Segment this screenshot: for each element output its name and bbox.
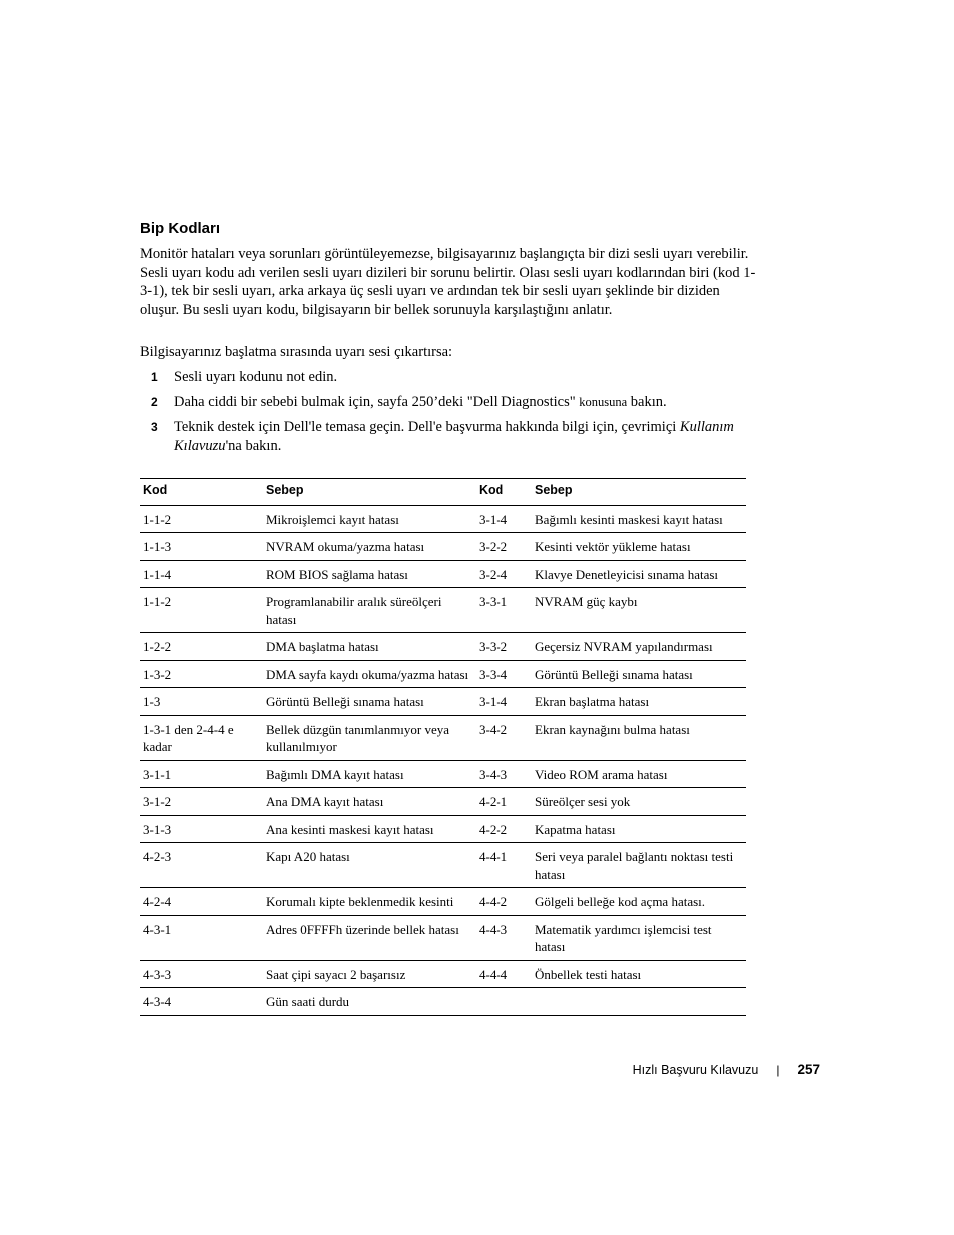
column-header-cause: Sebep	[532, 479, 746, 506]
cell-cause: NVRAM güç kaybı	[532, 588, 746, 633]
step-text: Daha ciddi bir sebebi bulmak için, sayfa 250’deki "Dell Diagnostics"	[174, 394, 580, 411]
cell-cause: Ana kesinti maskesi kayıt hatası	[263, 815, 476, 843]
cell-cause: Kapatma hatası	[532, 815, 746, 843]
cell-code: 4-3-4	[140, 988, 263, 1016]
cell-cause: Korumalı kipte beklenmedik kesinti	[263, 888, 476, 916]
cell-cause: DMA başlatma hatası	[263, 633, 476, 661]
table-row	[140, 815, 746, 843]
column-header-code: Kod	[476, 479, 532, 506]
cell-code: 1-3-2	[140, 660, 263, 688]
cell-cause: Klavye Denetleyicisi sınama hatası	[532, 560, 746, 588]
cell-code: 3-4-3	[476, 760, 532, 788]
cell-code: 4-4-3	[476, 915, 532, 960]
list-item	[140, 368, 760, 387]
cell-code: 3-1-3	[140, 815, 263, 843]
page-number: 257	[797, 1062, 820, 1077]
step-text: bakın.	[627, 394, 667, 411]
page-footer	[633, 1062, 820, 1077]
cell-code: 4-4-1	[476, 843, 532, 888]
list-item	[140, 393, 760, 412]
column-header-cause: Sebep	[263, 479, 476, 506]
beep-codes-table	[140, 478, 746, 1016]
step-number: 2	[151, 395, 158, 410]
table-header-row	[140, 479, 746, 506]
table-row	[140, 915, 746, 960]
steps-list	[140, 368, 760, 462]
cell-code: 1-1-2	[140, 588, 263, 633]
cell-cause: Geçersiz NVRAM yapılandırması	[532, 633, 746, 661]
table-body	[140, 505, 746, 1015]
cell-code: 3-4-2	[476, 715, 532, 760]
table-row	[140, 688, 746, 716]
cell-cause	[532, 988, 746, 1016]
table-row	[140, 715, 746, 760]
cell-code: 3-3-4	[476, 660, 532, 688]
cell-code: 3-2-4	[476, 560, 532, 588]
cell-code: 3-1-1	[140, 760, 263, 788]
cell-code: 4-2-4	[140, 888, 263, 916]
cell-code: 1-1-3	[140, 533, 263, 561]
cell-code: 3-2-2	[476, 533, 532, 561]
cell-code: 4-4-2	[476, 888, 532, 916]
cell-cause: NVRAM okuma/yazma hatası	[263, 533, 476, 561]
table-row	[140, 588, 746, 633]
list-item	[140, 418, 760, 455]
cell-cause: Gölgeli belleğe kod açma hatası.	[532, 888, 746, 916]
table-row	[140, 633, 746, 661]
table-row	[140, 560, 746, 588]
step-number: 3	[151, 420, 158, 435]
column-header-code: Kod	[140, 479, 263, 506]
cell-cause: ROM BIOS sağlama hatası	[263, 560, 476, 588]
cell-code	[476, 988, 532, 1016]
step-text: Sesli uyarı kodunu not edin.	[174, 369, 338, 385]
cell-code: 4-2-1	[476, 788, 532, 816]
cell-code: 4-4-4	[476, 960, 532, 988]
step-number: 1	[151, 370, 158, 384]
cell-code: 3-3-1	[476, 588, 532, 633]
cell-cause: Bağımlı DMA kayıt hatası	[263, 760, 476, 788]
table-row	[140, 960, 746, 988]
cell-code: 3-1-2	[140, 788, 263, 816]
cell-cause: Matematik yardımcı işlemcisi test hatası	[532, 915, 746, 960]
table-row	[140, 533, 746, 561]
cell-cause: Görüntü Belleği sınama hatası	[532, 660, 746, 688]
guide-title: Hızlı Başvuru Kılavuzu	[632, 1062, 759, 1077]
cell-cause: Süreölçer sesi yok	[532, 788, 746, 816]
cell-cause: Ana DMA kayıt hatası	[263, 788, 476, 816]
cell-cause: Ekran kaynağını bulma hatası	[532, 715, 746, 760]
cell-cause: Saat çipi sayacı 2 başarısız	[263, 960, 476, 988]
cell-code: 3-1-4	[476, 505, 532, 533]
cell-cause: Adres 0FFFFh üzerinde bellek hatası	[263, 915, 476, 960]
cell-cause: DMA sayfa kaydı okuma/yazma hatası	[263, 660, 476, 688]
cell-cause: Video ROM arama hatası	[532, 760, 746, 788]
footer-separator: |	[776, 1062, 780, 1077]
cell-cause: Mikroişlemci kayıt hatası	[263, 505, 476, 533]
table-row	[140, 988, 746, 1016]
cell-cause: Kapı A20 hatası	[263, 843, 476, 888]
cell-code: 3-3-2	[476, 633, 532, 661]
table-row	[140, 888, 746, 916]
cell-cause: Görüntü Belleği sınama hatası	[263, 688, 476, 716]
step-text-small: konusuna	[579, 395, 628, 410]
cell-cause: Kesinti vektör yükleme hatası	[532, 533, 746, 561]
cell-code: 4-3-1	[140, 915, 263, 960]
cell-cause: Önbellek testi hatası	[532, 960, 746, 988]
table-row	[140, 843, 746, 888]
step-text: Teknik destek için Dell'le temasa geçin. Dell'e başvurma hakkında bilgi için, çevrimiçi	[174, 419, 680, 436]
intro-paragraph: Monitör hataları veya sorunları görüntüleyemezse, bilgisayarınız başlangıçta bir dizi sesli uyarı verebilir. Sesli uyarı kodu adı verilen sesli uyarı dizileri bir sorunu belirtir. Olası sesli uyarı kodlarından biri (kod 1-3-1), tek bir sesli uyarı, arka arkaya üç sesli uyarı ve ardından tek bir sesli uyarı şeklinde bir diziden oluşur. Bu sesli uyarı kodu, bilgisayarın bir bellek sorunuyla karşılaştığını anlatır.	[140, 246, 756, 318]
cell-cause: Bellek düzgün tanımlanmıyor veya kullanılmıyor	[263, 715, 476, 760]
step-text: 'na bakın.	[225, 437, 282, 454]
table-row	[140, 788, 746, 816]
cell-code: 4-2-3	[140, 843, 263, 888]
section-heading: Bip Kodları	[140, 220, 221, 237]
cell-cause: Seri veya paralel bağlantı noktası testi hatası	[532, 843, 746, 888]
cell-code: 1-1-4	[140, 560, 263, 588]
cell-cause: Ekran başlatma hatası	[532, 688, 746, 716]
cell-code: 1-2-2	[140, 633, 263, 661]
cell-code: 1-3-1 den 2-4-4 e kadar	[140, 715, 263, 760]
table-row	[140, 660, 746, 688]
cell-code: 1-1-2	[140, 505, 263, 533]
user-guide-title: Kullanım Kılavuzu	[174, 419, 734, 454]
cell-cause: Programlanabilir aralık süreölçeri hatası	[263, 588, 476, 633]
cell-code: 4-2-2	[476, 815, 532, 843]
lead-in-paragraph: Bilgisayarınız başlatma sırasında uyarı sesi çıkartırsa:	[140, 344, 453, 360]
table-row	[140, 760, 746, 788]
cell-code: 4-3-3	[140, 960, 263, 988]
cell-cause: Bağımlı kesinti maskesi kayıt hatası	[532, 505, 746, 533]
cell-code: 3-1-4	[476, 688, 532, 716]
cell-cause: Gün saati durdu	[263, 988, 476, 1016]
cell-code: 1-3	[140, 688, 263, 716]
table-row	[140, 505, 746, 533]
